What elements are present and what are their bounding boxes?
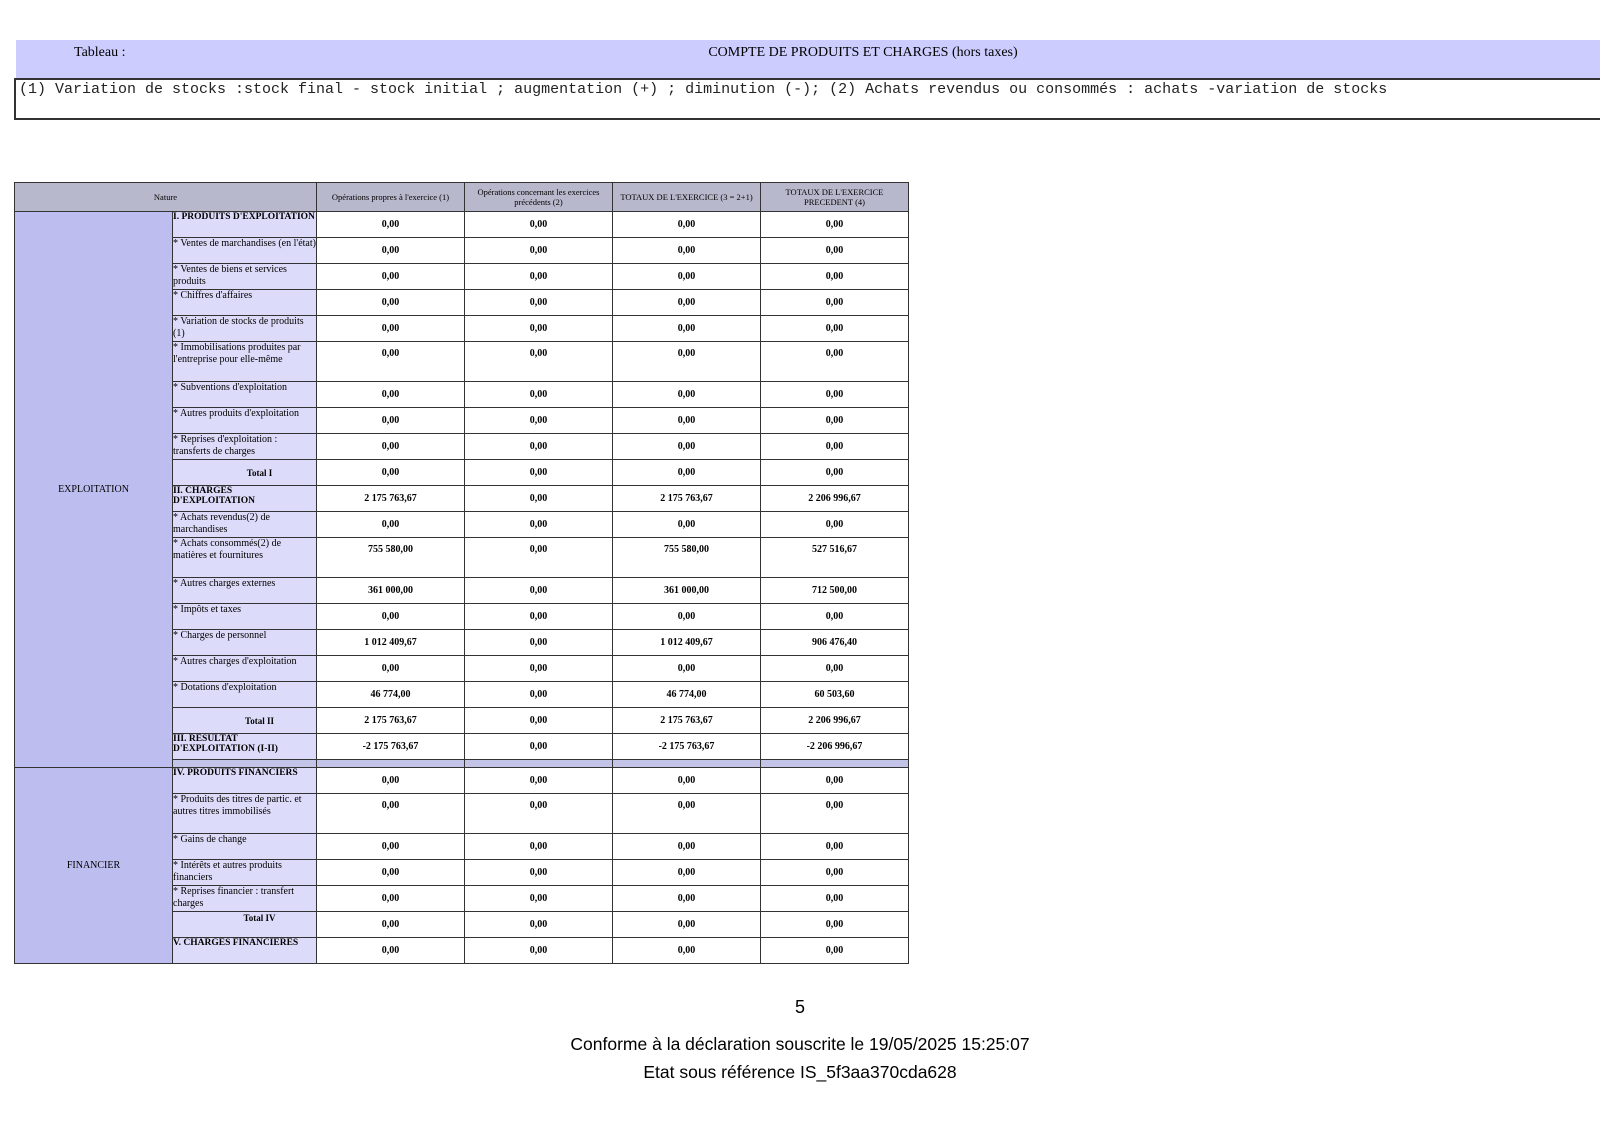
- row-label: * Ventes de biens et services produits: [173, 264, 317, 290]
- value-current-ops: 0,00: [317, 860, 465, 886]
- value-previous-year-total: 0,00: [761, 290, 909, 316]
- value-current-ops: 2 175 763,67: [317, 486, 465, 512]
- row-label: * Charges de personnel: [173, 630, 317, 656]
- value-prior-ops: 0,00: [465, 682, 613, 708]
- value-current-ops: 0,00: [317, 434, 465, 460]
- separator-cell: [761, 760, 909, 768]
- value-previous-year-total: -2 206 996,67: [761, 734, 909, 760]
- value-year-total: 0,00: [613, 264, 761, 290]
- value-current-ops: 0,00: [317, 834, 465, 860]
- value-previous-year-total: 60 503,60: [761, 682, 909, 708]
- value-current-ops: 0,00: [317, 460, 465, 486]
- table-row: [15, 768, 909, 794]
- value-previous-year-total: 0,00: [761, 342, 909, 382]
- value-prior-ops: 0,00: [465, 860, 613, 886]
- value-year-total: 46 774,00: [613, 682, 761, 708]
- value-prior-ops: 0,00: [465, 512, 613, 538]
- value-current-ops: 0,00: [317, 794, 465, 834]
- value-previous-year-total: 0,00: [761, 604, 909, 630]
- value-previous-year-total: 0,00: [761, 768, 909, 794]
- row-label: V. CHARGES FINANCIERES: [173, 938, 317, 964]
- value-prior-ops: 0,00: [465, 938, 613, 964]
- separator-cell: [613, 760, 761, 768]
- value-current-ops: 1 012 409,67: [317, 630, 465, 656]
- row-label: * Ventes de marchandises (en l'état): [173, 238, 317, 264]
- value-current-ops: 0,00: [317, 382, 465, 408]
- value-year-total: 1 012 409,67: [613, 630, 761, 656]
- value-previous-year-total: 906 476,40: [761, 630, 909, 656]
- section-label-exploitation: EXPLOITATION: [15, 212, 173, 768]
- value-current-ops: 0,00: [317, 912, 465, 938]
- value-year-total: 0,00: [613, 912, 761, 938]
- value-current-ops: 0,00: [317, 290, 465, 316]
- value-year-total: 0,00: [613, 656, 761, 682]
- value-year-total: 0,00: [613, 938, 761, 964]
- column-header-year-total: TOTAUX DE L'EXERCICE (3 = 2+1): [613, 183, 761, 212]
- value-current-ops: 0,00: [317, 264, 465, 290]
- value-previous-year-total: 0,00: [761, 408, 909, 434]
- value-current-ops: 0,00: [317, 938, 465, 964]
- row-label: * Autres produits d'exploitation: [173, 408, 317, 434]
- value-year-total: 2 175 763,67: [613, 486, 761, 512]
- value-prior-ops: 0,00: [465, 604, 613, 630]
- row-label: * Autres charges externes: [173, 578, 317, 604]
- value-prior-ops: 0,00: [465, 342, 613, 382]
- value-prior-ops: 0,00: [465, 578, 613, 604]
- value-year-total: 0,00: [613, 460, 761, 486]
- row-label: * Immobilisations produites par l'entreprise pour elle-même: [173, 342, 317, 382]
- value-previous-year-total: 2 206 996,67: [761, 708, 909, 734]
- value-prior-ops: 0,00: [465, 486, 613, 512]
- value-current-ops: 0,00: [317, 656, 465, 682]
- value-current-ops: 0,00: [317, 768, 465, 794]
- value-prior-ops: 0,00: [465, 656, 613, 682]
- value-prior-ops: 0,00: [465, 768, 613, 794]
- row-label: * Chiffres d'affaires: [173, 290, 317, 316]
- separator-cell: [465, 760, 613, 768]
- row-label: * Reprises financier : transfert charges: [173, 886, 317, 912]
- column-header-current-ops: Opérations propres à l'exercice (1): [317, 183, 465, 212]
- value-current-ops: 0,00: [317, 316, 465, 342]
- value-year-total: 0,00: [613, 238, 761, 264]
- value-previous-year-total: 0,00: [761, 316, 909, 342]
- row-label: Total I: [173, 460, 317, 486]
- value-prior-ops: 0,00: [465, 434, 613, 460]
- value-current-ops: 0,00: [317, 212, 465, 238]
- value-year-total: 0,00: [613, 434, 761, 460]
- row-label: * Dotations d'exploitation: [173, 682, 317, 708]
- value-previous-year-total: 0,00: [761, 834, 909, 860]
- income-statement-table: [14, 182, 909, 964]
- value-previous-year-total: 0,00: [761, 212, 909, 238]
- value-current-ops: 0,00: [317, 604, 465, 630]
- title-band: [16, 40, 1600, 78]
- row-label: II. CHARGES D'EXPLOITATION: [173, 486, 317, 512]
- value-previous-year-total: 0,00: [761, 794, 909, 834]
- section-label-financier: FINANCIER: [15, 768, 173, 964]
- value-current-ops: -2 175 763,67: [317, 734, 465, 760]
- value-year-total: 0,00: [613, 860, 761, 886]
- value-year-total: 0,00: [613, 886, 761, 912]
- value-prior-ops: 0,00: [465, 382, 613, 408]
- column-header-nature: Nature: [15, 183, 317, 212]
- row-label: IV. PRODUITS FINANCIERS: [173, 768, 317, 794]
- row-label: * Variation de stocks de produits (1): [173, 316, 317, 342]
- page-number: 5: [794, 997, 805, 1017]
- value-year-total: 0,00: [613, 342, 761, 382]
- value-year-total: 0,00: [613, 794, 761, 834]
- reference-statement: Etat sous référence IS_5f3aa370cda628: [643, 1062, 957, 1082]
- value-previous-year-total: 0,00: [761, 938, 909, 964]
- row-label: * Impôts et taxes: [173, 604, 317, 630]
- conformity-statement: Conforme à la déclaration souscrite le 19/05/2025 15:25:07: [570, 1034, 1030, 1054]
- row-label: * Produits des titres de partic. et autres titres immobilisés: [173, 794, 317, 834]
- value-prior-ops: 0,00: [465, 238, 613, 264]
- value-previous-year-total: 0,00: [761, 912, 909, 938]
- value-prior-ops: 0,00: [465, 316, 613, 342]
- value-year-total: 0,00: [613, 316, 761, 342]
- value-previous-year-total: 0,00: [761, 860, 909, 886]
- value-prior-ops: 0,00: [465, 630, 613, 656]
- value-year-total: 0,00: [613, 382, 761, 408]
- row-label: * Autres charges d'exploitation: [173, 656, 317, 682]
- separator-cell: [173, 760, 317, 768]
- row-label: Total IV: [173, 912, 317, 938]
- value-previous-year-total: 712 500,00: [761, 578, 909, 604]
- footnote-box: [14, 78, 1600, 120]
- value-current-ops: 0,00: [317, 238, 465, 264]
- row-label: III. RESULTAT D'EXPLOITATION (I-II): [173, 734, 317, 760]
- separator-cell: [317, 760, 465, 768]
- value-prior-ops: 0,00: [465, 708, 613, 734]
- value-current-ops: 0,00: [317, 886, 465, 912]
- value-year-total: 0,00: [613, 408, 761, 434]
- value-year-total: 0,00: [613, 212, 761, 238]
- value-prior-ops: 0,00: [465, 794, 613, 834]
- table-label: Tableau :: [74, 45, 126, 60]
- value-year-total: 0,00: [613, 604, 761, 630]
- footnote-text: (1) Variation de stocks :stock final - stock initial ; augmentation (+) ; diminution (-); (2) Achats revendus ou consommés : achats -variation de stocks: [19, 81, 1388, 98]
- value-year-total: 0,00: [613, 834, 761, 860]
- value-previous-year-total: 0,00: [761, 512, 909, 538]
- column-header-prior-ops: Opérations concernant les exercices précédents (2): [465, 183, 613, 212]
- value-current-ops: 0,00: [317, 408, 465, 434]
- value-prior-ops: 0,00: [465, 886, 613, 912]
- value-previous-year-total: 2 206 996,67: [761, 486, 909, 512]
- value-prior-ops: 0,00: [465, 734, 613, 760]
- value-year-total: 2 175 763,67: [613, 708, 761, 734]
- value-year-total: -2 175 763,67: [613, 734, 761, 760]
- value-prior-ops: 0,00: [465, 460, 613, 486]
- value-current-ops: 0,00: [317, 512, 465, 538]
- value-previous-year-total: 0,00: [761, 460, 909, 486]
- value-previous-year-total: 527 516,67: [761, 538, 909, 578]
- row-label: I. PRODUITS D'EXPLOITATION: [173, 212, 317, 238]
- value-current-ops: 2 175 763,67: [317, 708, 465, 734]
- row-label: * Achats revendus(2) de marchandises: [173, 512, 317, 538]
- row-label: Total II: [173, 708, 317, 734]
- value-year-total: 0,00: [613, 768, 761, 794]
- value-year-total: 0,00: [613, 290, 761, 316]
- value-prior-ops: 0,00: [465, 538, 613, 578]
- row-label: * Reprises d'exploitation : transferts de charges: [173, 434, 317, 460]
- value-prior-ops: 0,00: [465, 408, 613, 434]
- value-current-ops: 0,00: [317, 342, 465, 382]
- row-label: * Gains de change: [173, 834, 317, 860]
- value-current-ops: 755 580,00: [317, 538, 465, 578]
- value-prior-ops: 0,00: [465, 212, 613, 238]
- value-previous-year-total: 0,00: [761, 434, 909, 460]
- value-year-total: 0,00: [613, 512, 761, 538]
- row-label: * Intérêts et autres produits financiers: [173, 860, 317, 886]
- row-label: * Subventions d'exploitation: [173, 382, 317, 408]
- column-header-previous-year-total: TOTAUX DE L'EXERCICE PRECEDENT (4): [761, 183, 909, 212]
- value-previous-year-total: 0,00: [761, 656, 909, 682]
- value-prior-ops: 0,00: [465, 834, 613, 860]
- value-current-ops: 46 774,00: [317, 682, 465, 708]
- row-label: * Achats consommés(2) de matières et fournitures: [173, 538, 317, 578]
- page-title: COMPTE DE PRODUITS ET CHARGES (hors taxes): [708, 45, 1018, 60]
- value-previous-year-total: 0,00: [761, 238, 909, 264]
- value-previous-year-total: 0,00: [761, 886, 909, 912]
- value-prior-ops: 0,00: [465, 912, 613, 938]
- value-previous-year-total: 0,00: [761, 382, 909, 408]
- value-prior-ops: 0,00: [465, 290, 613, 316]
- table-header-row: [15, 183, 909, 212]
- table-row: [15, 212, 909, 238]
- value-previous-year-total: 0,00: [761, 264, 909, 290]
- value-current-ops: 361 000,00: [317, 578, 465, 604]
- value-year-total: 361 000,00: [613, 578, 761, 604]
- value-prior-ops: 0,00: [465, 264, 613, 290]
- value-year-total: 755 580,00: [613, 538, 761, 578]
